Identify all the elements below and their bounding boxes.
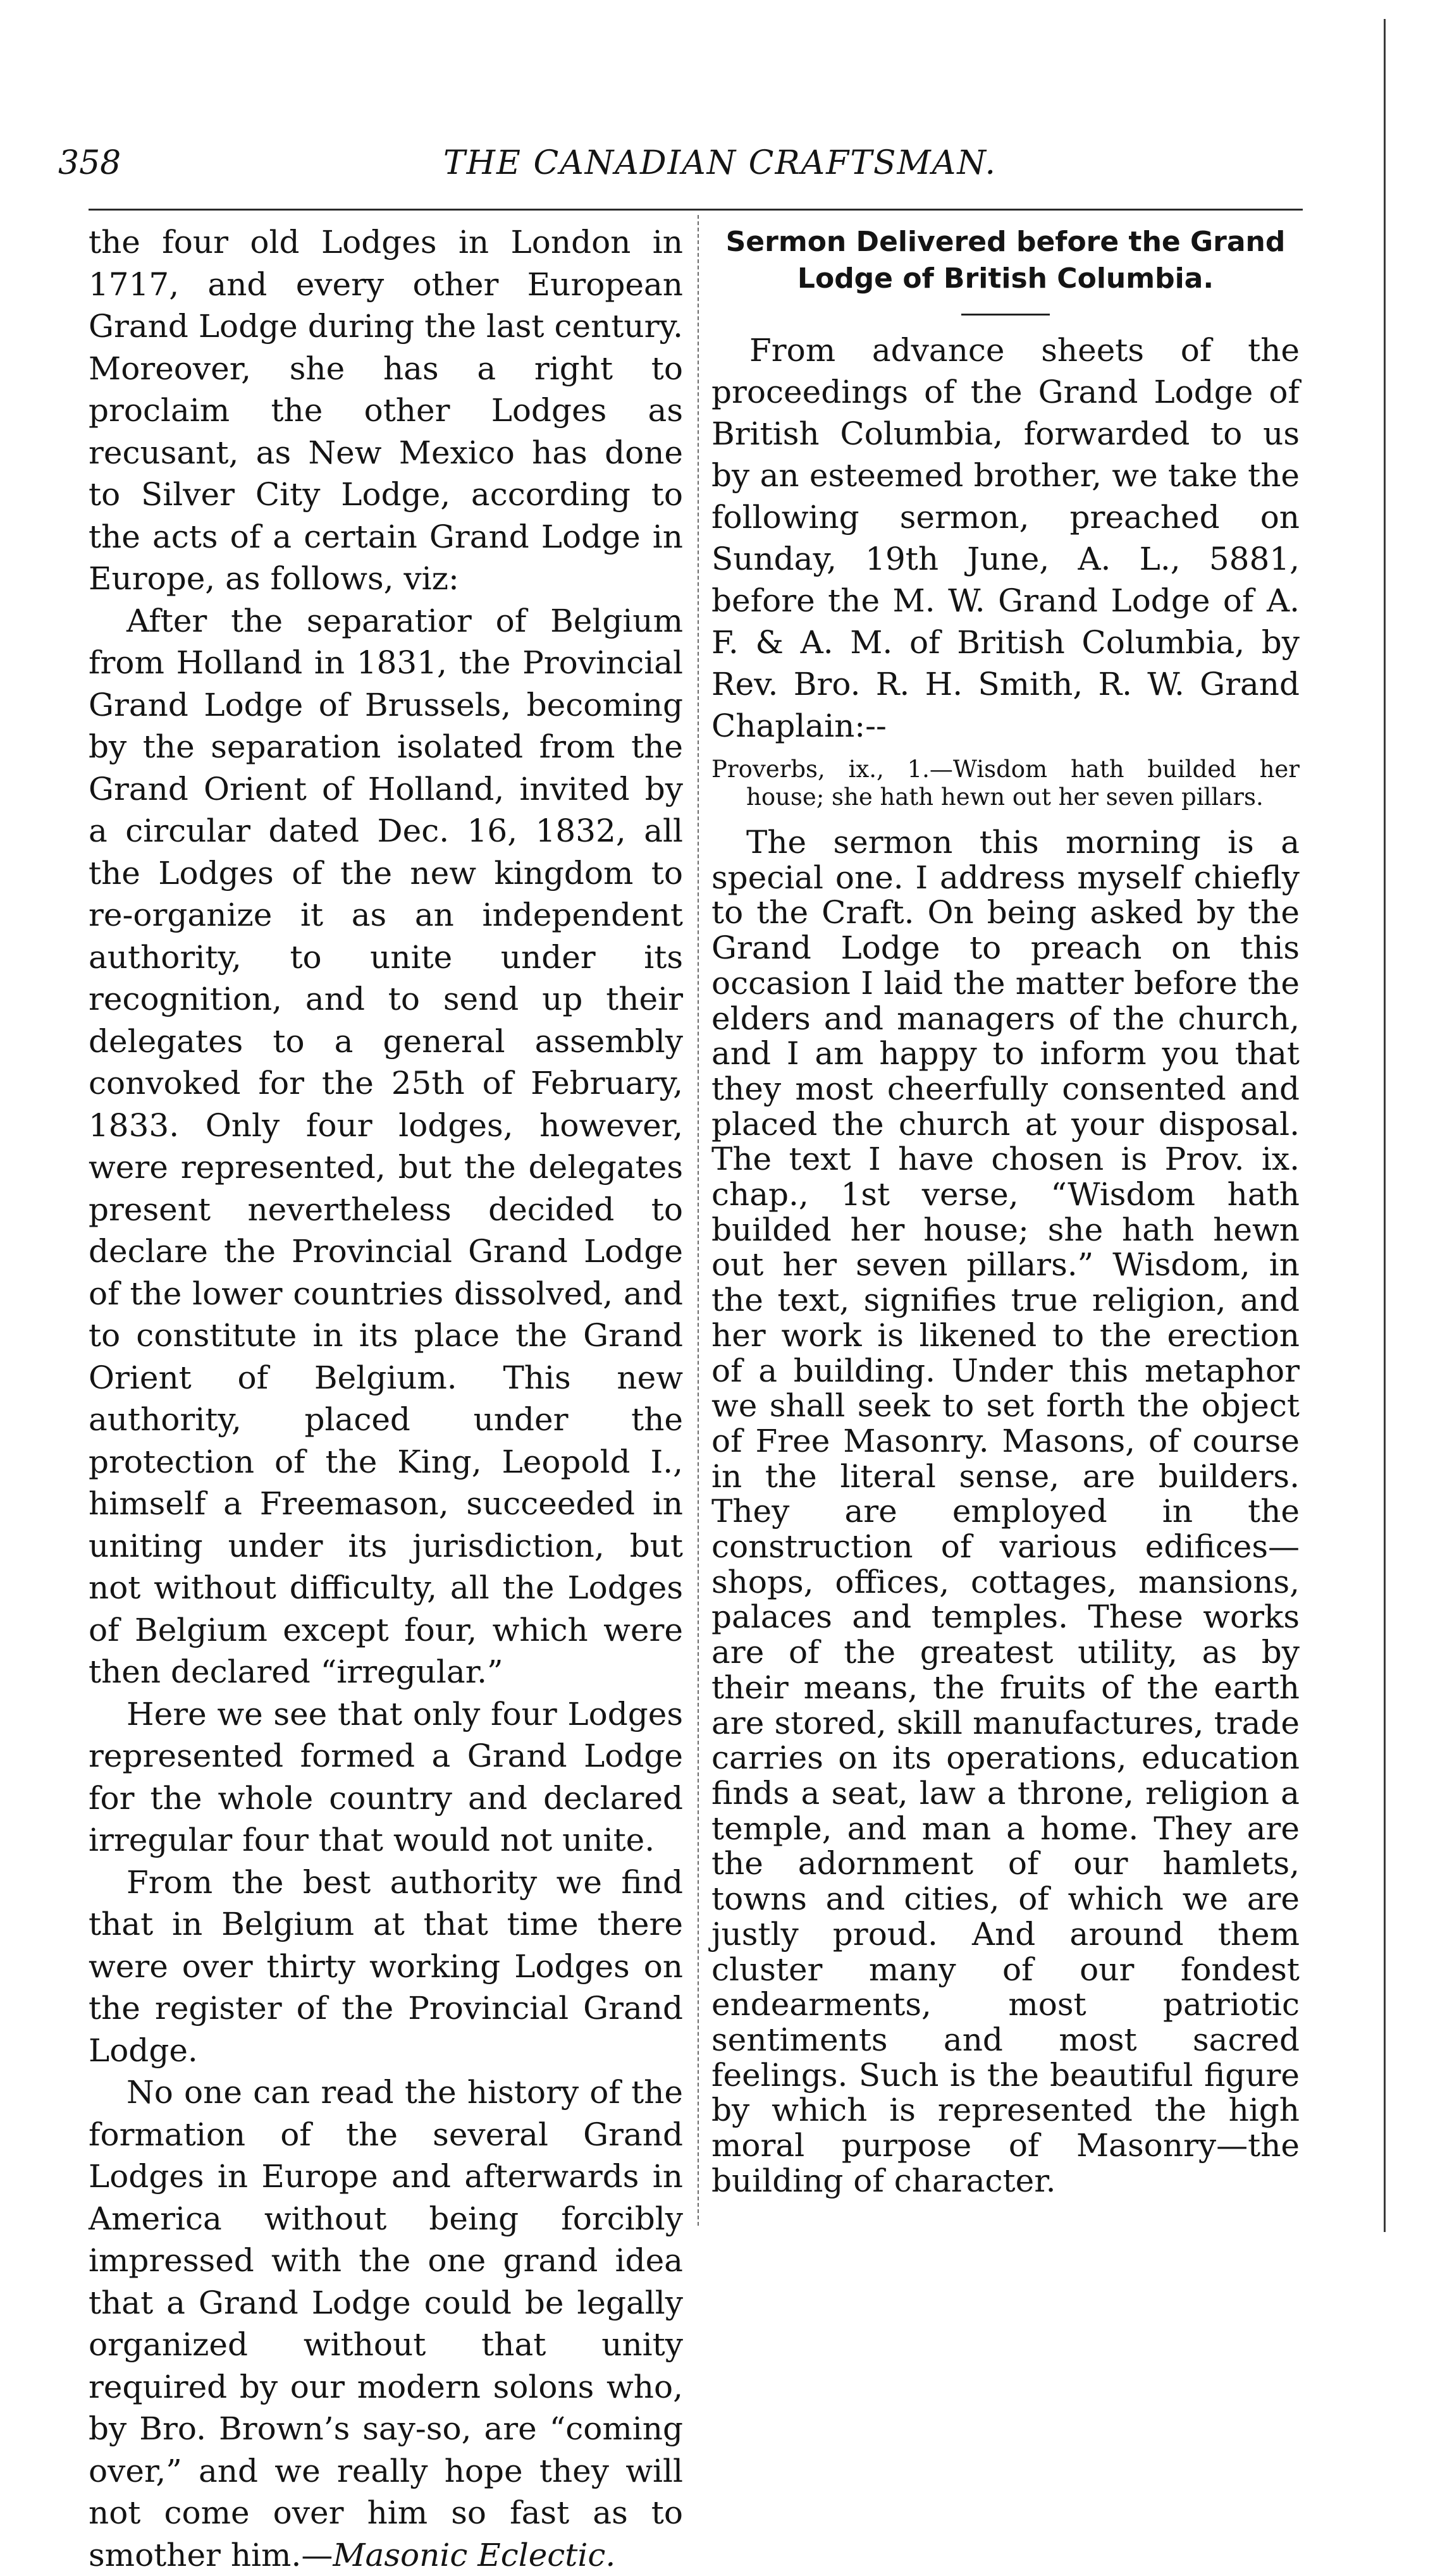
title-rule bbox=[961, 314, 1050, 316]
paragraph: After the separatior of Belgium from Holland in 1831, the Provincial Grand Lodge of Brussels, becoming by the separation isolated from the Grand Orient of Holland, invited by a circular dated Dec. 16, 1832, all the Lodges of the new kingdom to re-organize it as an independent authority, to unite under its recognition, and to send up their delegates to a general assembly convoked for the 25th of February, 1833. Only four lodges, however, were represented, but the delegates present nevertheless decided to declare the Provincial Grand Lodge of the lower countries dissolved, and to constitute in its place the Grand Orient of Belgium. This new authority, placed under the protection of the King, Leopold I., himself a Freemason, succeeded in uniting under its jurisdiction, but not without difficulty, all the Lodges of Belgium except four, which were then declared “irregular.” bbox=[89, 602, 683, 1690]
left-column bbox=[89, 221, 683, 2576]
paragraph: The sermon this morning is a special one. I address myself chiefly to the Craft. On being asked by the Grand Lodge to preach on this occasion I laid the matter before the elders and managers of the church, and I am happy to inform you that they most cheerfully consented and placed the church at your disposal. The text I have chosen is Prov. ix. chap., 1st verse, “Wisdom hath builded her house; she hath hewn out her seven pillars.” Wisdom, in the text, signifies true religion, and her work is likened to the erection of a building. Under this metaphor we shall seek to set forth the object of Free Masonry. Masons, of course in the literal sense, are builders. They are employed in the construction of various edifices—shops, offices, cottages, mansions, palaces and temples. These works are of the greatest utility, as by their means, the fruits of the earth are stored, skill manufactures, trade carries on its operations, education finds a seat, law a throne, religion a temple, and man a home. They are the adornment of our hamlets, towns and cities, of which we are justly proud. And around them cluster many of our fondest endearments, most patriotic sentiments and most sacred feelings. Such is the beautiful figure by which is represented the high moral purpose of Masonry—the building of character. bbox=[711, 824, 1300, 2199]
source-attribution: Masonic Eclectic. bbox=[333, 2536, 616, 2573]
header-rule bbox=[89, 209, 1303, 211]
column-divider bbox=[698, 215, 699, 2226]
running-title: THE CANADIAN CRAFTSMAN. bbox=[443, 144, 997, 182]
article-title-line: Lodge of British Columbia. bbox=[797, 262, 1214, 295]
paragraph: Here we see that only four Lodges represented formed a Grand Lodge for the whole country and declared irregular four that would not unite. bbox=[89, 1695, 683, 1858]
paragraph: the four old Lodges in London in 1717, and every other European Grand Lodge during the last century. Moreover, she has a right to proclaim the other Lodges as recusant, as New Mexico has done to Silver City Lodge, according to the acts of a certain Grand Lodge in Europe, as follows, viz: bbox=[89, 224, 683, 597]
paragraph: From the best authority we find that in Belgium at that time there were over thirty working Lodges on the register of the Provincial Grand Lodge. bbox=[89, 1863, 683, 2069]
page-edge-line bbox=[1384, 19, 1386, 2232]
page-number: 358 bbox=[58, 144, 121, 182]
article-title bbox=[711, 224, 1300, 297]
article-title-line: Sermon Delivered before the Grand bbox=[725, 226, 1286, 258]
paragraph-text: No one can read the history of the formation of the several Grand Lodges in Europe and afterwards in America without being forcibly impressed with the one grand idea that a Grand Lodge could be legally organized without that unity required by our modern solons who, by Bro. Brown’s say-so, are “coming over,” and we really hope they will not come over him so fast as to smother him.— bbox=[89, 2074, 683, 2573]
sermon-body bbox=[711, 825, 1300, 2199]
intro-paragraph: From advance sheets of the proceedings of the Grand Lodge of British Columbia, forwarded to us by an esteemed brother, we take the following sermon, preached on Sunday, 19th June, A. L., 5881, before the M. W. Grand Lodge of A. F. & A. M. of British Columbia, by Rev. Bro. R. H. Smith, R. W. Grand Chaplain:-- bbox=[711, 332, 1300, 744]
scripture-epigraph: Proverbs, ix., 1.—Wisdom hath builded her house; she hath hewn out her seven pillars. bbox=[711, 756, 1300, 811]
right-column bbox=[711, 221, 1300, 2199]
paragraph bbox=[89, 2071, 683, 2576]
